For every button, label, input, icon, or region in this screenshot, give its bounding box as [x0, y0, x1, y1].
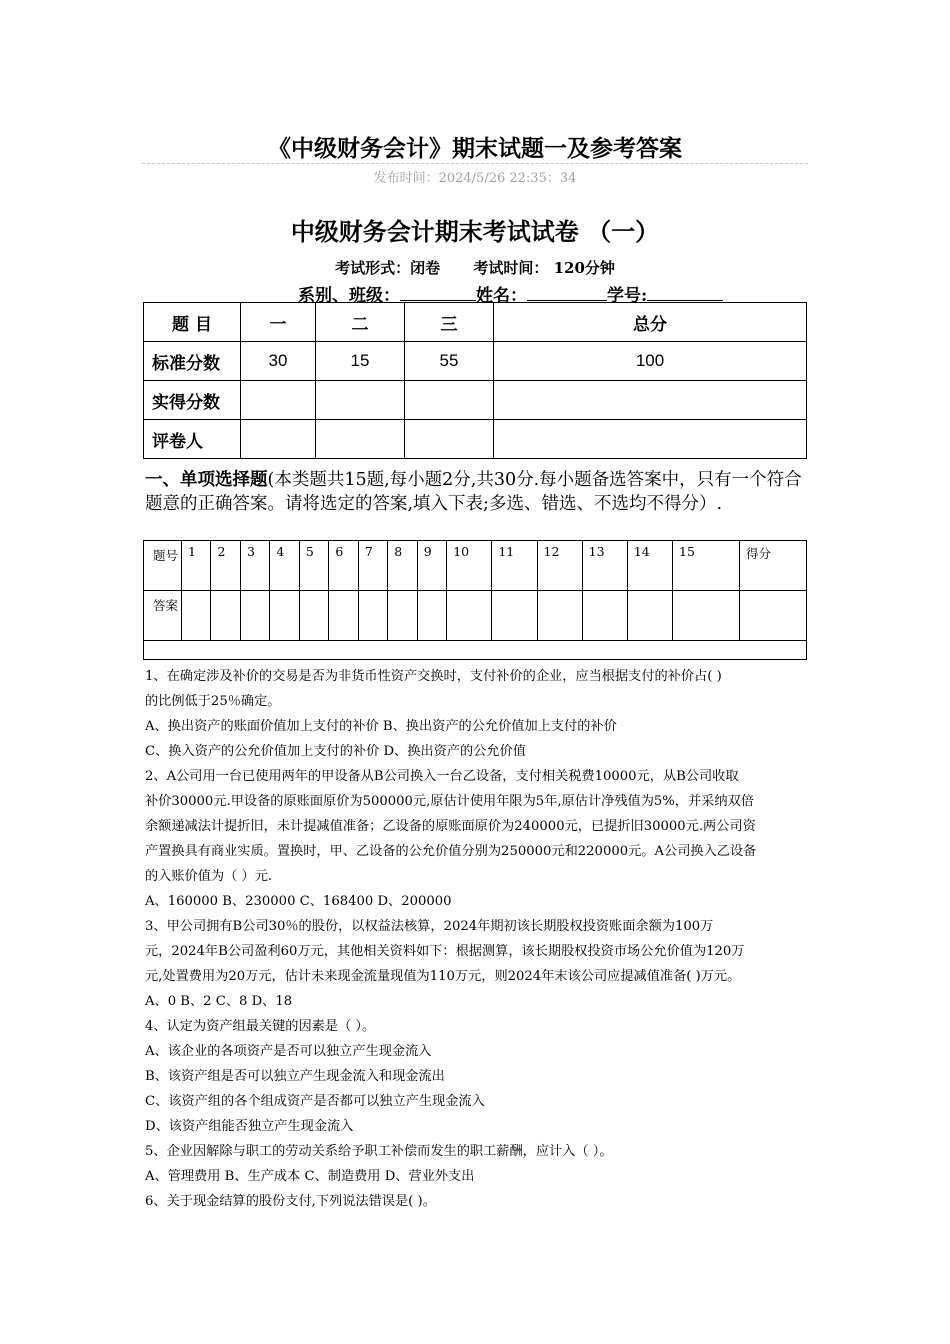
header-cell: 总分 [494, 303, 807, 342]
question-number: 13 [582, 541, 627, 591]
blank-cell [144, 641, 807, 660]
row-label: 评卷人 [144, 420, 241, 459]
name-label: 姓名： [476, 286, 527, 306]
question-line: A、管理费用 B、生产成本 C、制造费用 D、营业外支出 [145, 1169, 475, 1184]
question-number: 15 [673, 541, 740, 591]
question-line: 元，2024年B公司盈利60万元，其他相关资料如下：根据测算，该长期股权投资市场公允价值为120万 [145, 944, 745, 959]
header-cell: 一 [241, 303, 316, 342]
id-label: 学号: [607, 286, 648, 306]
score-cell[interactable] [405, 381, 494, 420]
answer-cell[interactable] [388, 591, 417, 641]
table-row [144, 342, 807, 381]
exam-title: 中级财务会计期末考试试卷 （一） [290, 218, 660, 246]
answer-number-row [144, 541, 807, 591]
score-cell[interactable] [316, 420, 405, 459]
answer-input-row [144, 591, 807, 641]
answer-cell[interactable] [492, 591, 537, 641]
score-table-header [144, 303, 807, 342]
question-line: 的比例低于25％确定。 [145, 694, 281, 709]
answer-cell[interactable] [329, 591, 358, 641]
question-number: 10 [447, 541, 492, 591]
question-line: 元,处置费用为20万元，估计未来现金流量现值为110万元，则2024年末该公司应提减值准备( )万元。 [145, 969, 741, 984]
question-line: 6、关于现金结算的股份支付,下列说法错误是( )。 [145, 1194, 436, 1209]
question-number: 11 [492, 541, 537, 591]
answer-cell[interactable] [299, 591, 328, 641]
question-number: 12 [537, 541, 582, 591]
answer-cell[interactable] [447, 591, 492, 641]
score-cell: 30 [241, 342, 316, 381]
question-list [145, 664, 815, 1214]
question-line: 的入账价值为（ ）元. [145, 869, 273, 884]
answer-cell[interactable] [417, 591, 446, 641]
answer-blank-row [144, 641, 807, 660]
header-cell: 三 [405, 303, 494, 342]
question-number: 3 [240, 541, 269, 591]
score-cell[interactable] [405, 420, 494, 459]
score-cell[interactable] [241, 420, 316, 459]
score-cell[interactable] [316, 381, 405, 420]
question-number: 2 [211, 541, 240, 591]
score-cell: 100 [494, 342, 807, 381]
question-line: B、该资产组是否可以独立产生现金流入和现金流出 [145, 1069, 445, 1084]
question-line: A、0 B、2 C、8 D、18 [145, 994, 293, 1009]
score-cell[interactable] [494, 420, 807, 459]
table-row [144, 381, 807, 420]
answer-cell[interactable] [270, 591, 299, 641]
score-table [143, 302, 807, 459]
id-field[interactable] [647, 284, 723, 301]
section-heading [145, 468, 811, 516]
title-divider [142, 163, 808, 164]
answer-cell[interactable] [537, 591, 582, 641]
question-line: 余额递减法计提折旧，未计提减值准备；乙设备的原账面原价为240000元，已提折旧30000元.两公司资 [145, 819, 756, 834]
section-title: 一、单项选择题 [145, 470, 268, 490]
question-line: 2、A公司用一台已使用两年的甲设备从B公司换入一台乙设备，支付相关税费10000元，从B公司收取 [145, 769, 739, 784]
question-line: 4、认定为资产组最关键的因素是（ ）。 [145, 1019, 376, 1034]
table-row [144, 420, 807, 459]
exam-meta [0, 257, 950, 278]
question-number: 8 [388, 541, 417, 591]
answer-table [143, 540, 807, 660]
section-instructions: (本类题共15题,每小题2分,共30分.每小题备选答案中，只有一个符合题意的正确答案。请将选定的答案,填入下表;多选、错选、不选均不得分）. [145, 470, 802, 514]
answer-cell[interactable] [673, 591, 740, 641]
answer-cell[interactable] [627, 591, 672, 641]
question-line: 补价30000元.甲设备的原账面原价为500000元,原估计使用年限为5年,原估计净残值为5%，并采纳双倍 [145, 794, 754, 809]
question-number: 14 [627, 541, 672, 591]
question-line: 1、在确定涉及补价的交易是否为非货币性资产交换时，支付补价的企业，应当根据支付的补价占( ) [145, 669, 722, 684]
score-header: 得分 [740, 541, 807, 591]
question-number: 6 [329, 541, 358, 591]
question-number: 4 [270, 541, 299, 591]
question-line: C、该资产组的各个组成资产是否都可以独立产生现金流入 [145, 1094, 485, 1109]
score-cell[interactable] [740, 591, 807, 641]
question-line: C、换入资产的公允价值加上支付的补价 D、换出资产的公允价值 [145, 744, 526, 759]
question-line: D、该资产组能否独立产生现金流入 [145, 1119, 354, 1134]
answer-cell[interactable] [211, 591, 240, 641]
row-label: 标准分数 [144, 342, 241, 381]
document-title: 《中级财务会计》期末试题一及参考答案 [268, 135, 682, 162]
question-number: 7 [358, 541, 387, 591]
answer-cell[interactable] [182, 591, 211, 641]
answer-cell[interactable] [240, 591, 269, 641]
question-line: 5、企业因解除与职工的劳动关系给予职工补偿而发生的职工薪酬，应计入（ ）。 [145, 1144, 613, 1159]
question-line: 3、甲公司拥有B公司30％的股份，以权益法核算，2024年期初该长期股权投资账面余额为100万 [145, 919, 714, 934]
exam-form: 考试形式：闭卷 [335, 259, 441, 277]
row-label: 题号 [144, 541, 182, 591]
row-label: 答案 [144, 591, 182, 641]
score-cell: 15 [316, 342, 405, 381]
publish-time: 发布时间：2024/5/26 22:35：34 [373, 171, 577, 186]
question-number: 1 [182, 541, 211, 591]
score-cell: 55 [405, 342, 494, 381]
dept-label: 系别、班级： [298, 286, 400, 306]
row-label: 实得分数 [144, 381, 241, 420]
score-cell[interactable] [241, 381, 316, 420]
header-cell: 二 [316, 303, 405, 342]
name-field[interactable] [527, 284, 607, 301]
question-line: 产置换具有商业实质。置换时，甲、乙设备的公允价值分别为250000元和220000元。A公司换入乙设备 [145, 844, 757, 859]
question-line: A、160000 B、230000 C、168400 D、200000 [145, 894, 452, 909]
question-number: 5 [299, 541, 328, 591]
answer-cell[interactable] [582, 591, 627, 641]
question-line: A、该企业的各项资产是否可以独立产生现金流入 [145, 1044, 432, 1059]
question-line: A、换出资产的账面价值加上支付的补价 B、换出资产的公允价值加上支付的补价 [145, 719, 617, 734]
dept-field[interactable] [400, 284, 476, 301]
header-cell: 题 目 [144, 303, 241, 342]
score-cell[interactable] [494, 381, 807, 420]
exam-time: 考试时间： 120分钟 [473, 259, 615, 277]
answer-cell[interactable] [358, 591, 387, 641]
question-number: 9 [417, 541, 446, 591]
